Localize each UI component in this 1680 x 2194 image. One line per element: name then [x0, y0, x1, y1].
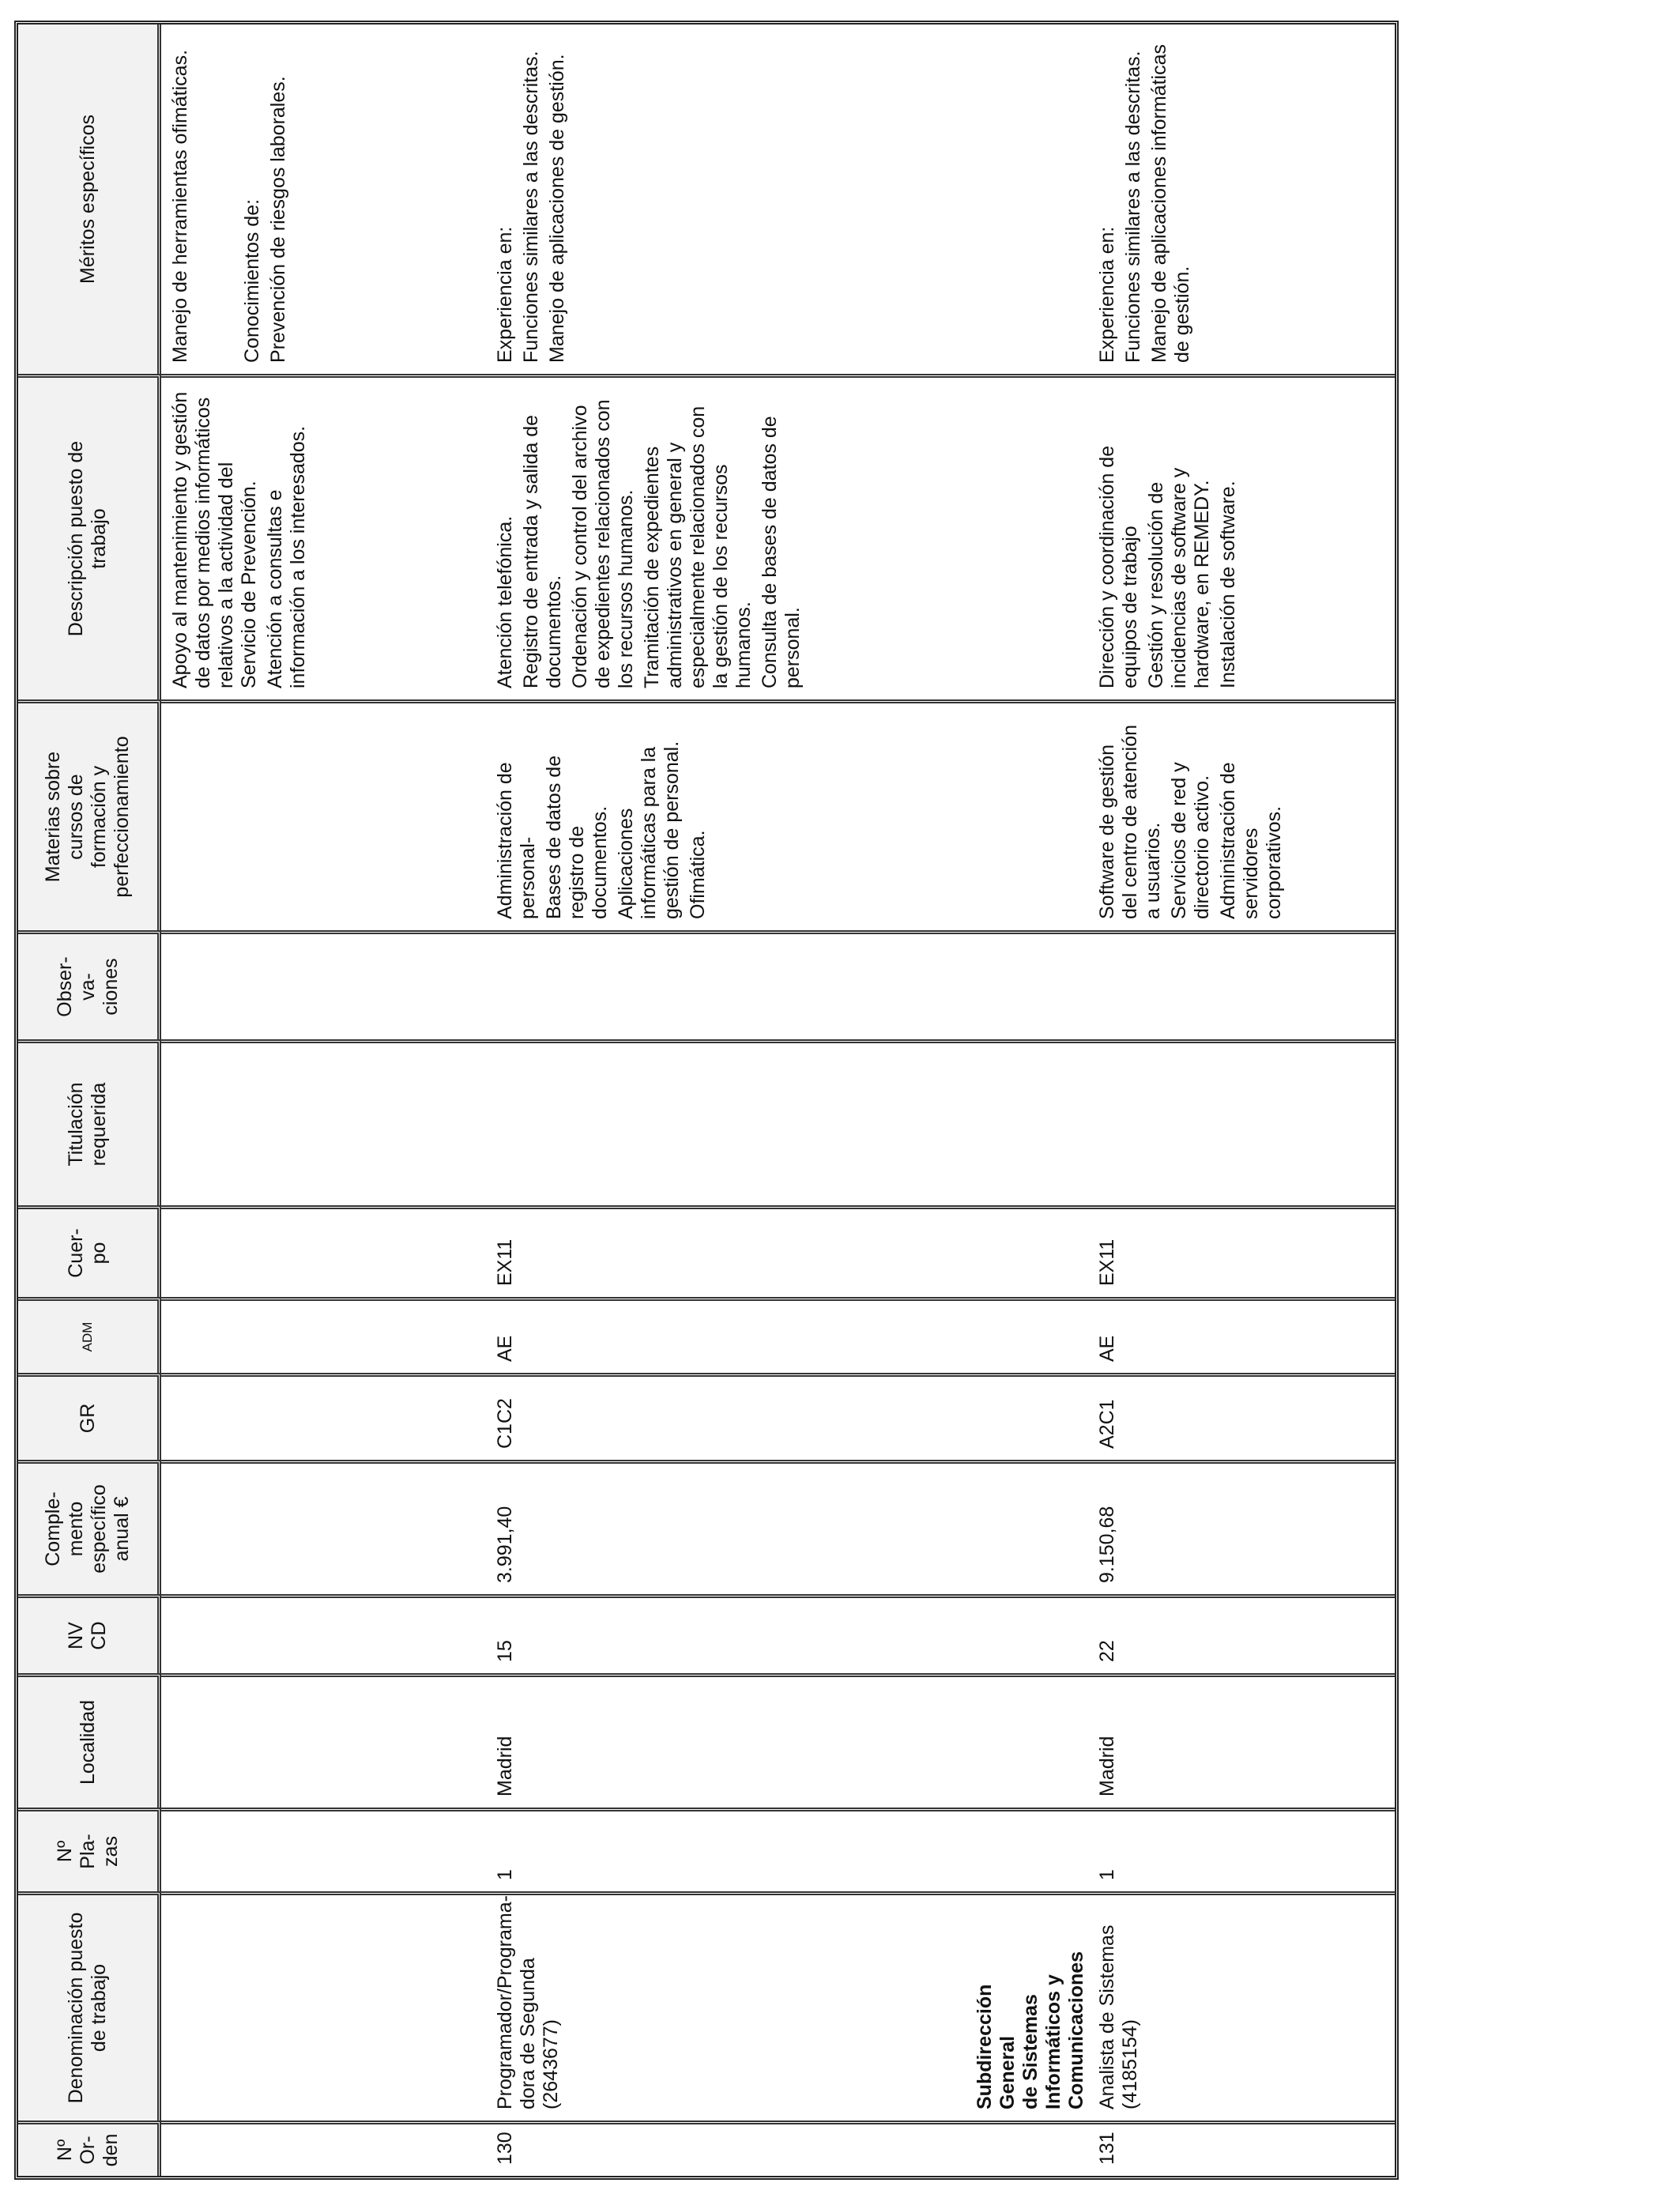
cell-localidad: Madrid	[486, 1673, 974, 1808]
cell-nivel: 22	[1088, 1594, 1395, 1673]
descripcion-item: Apoyo al mantenimiento y gestión de datos por medios informáticos relativos a la actividad del Servicio de Prevención.	[169, 391, 260, 688]
cell-orden: 130	[486, 2120, 974, 2176]
cell-descripcion	[974, 374, 1088, 699]
meritos-item: Funciones similares a las descritas.	[520, 51, 542, 363]
header-descripcion: Descripción puesto de trabajo	[18, 374, 161, 699]
cell-observaciones	[1088, 930, 1395, 1039]
descripcion-item: Registro de entrada y salida de documentos.	[520, 414, 565, 688]
materias-item: Administración de personal-	[494, 762, 539, 919]
materias-item: Administración de servidores corporativos.	[1216, 762, 1285, 919]
materias-item: Ofimática.	[687, 830, 709, 919]
meritos-item: Experiencia en:	[494, 226, 516, 363]
meritos-item: Manejo de aplicaciones de gestión.	[546, 54, 568, 363]
header-adm: ADM	[18, 1297, 161, 1373]
cell-meritos	[974, 25, 1088, 374]
cell-adm: AE	[486, 1297, 974, 1373]
cell-denominacion: Programador/Programa- dora de Segunda (2643677)	[486, 1891, 974, 2120]
header-materias: Materias sobre cursos de formación y perfeccionamiento	[18, 699, 161, 930]
meritos-item: Manejo de aplicaciones informáticas de gestión.	[1147, 44, 1193, 363]
meritos-item: Funciones similares a las descritas.	[1121, 51, 1144, 363]
cell-cuerpo: EX11	[486, 1205, 974, 1297]
header-titulacion: Titulación requerida	[18, 1039, 161, 1205]
cell-plazas: 1	[1088, 1808, 1395, 1891]
cell-cuerpo: EX11	[1088, 1205, 1395, 1297]
cell-descripcion	[161, 374, 486, 699]
spacer	[195, 36, 241, 363]
cell-plazas	[161, 1808, 486, 1891]
cell-titulacion	[974, 1039, 1088, 1205]
materias-item: Bases de datos de registro de documentos.	[543, 755, 611, 919]
descripcion-item: Gestión y resolución de incidencias de software y hardware, en REMEDY.	[1144, 467, 1213, 688]
cell-adm	[161, 1297, 486, 1373]
cell-cuerpo	[161, 1205, 486, 1297]
cell-grupo: A2C1	[1088, 1373, 1395, 1460]
cell-orden: 131	[1088, 2120, 1395, 2176]
table-row	[161, 25, 486, 2176]
cell-complemento	[974, 1460, 1088, 1594]
cell-observaciones	[486, 930, 974, 1039]
header-denominacion: Denominación puesto de trabajo	[18, 1891, 161, 2120]
cell-complemento: 3.991,40	[486, 1460, 974, 1594]
header-cuerpo: Cuer- po	[18, 1205, 161, 1297]
cell-denominacion	[161, 1891, 486, 2120]
cell-materias	[974, 699, 1088, 930]
cell-nivel: 15	[486, 1594, 974, 1673]
table-row	[1088, 25, 1395, 2176]
cell-plazas: 1	[486, 1808, 974, 1891]
cell-descripcion	[1088, 374, 1395, 699]
header-complemento: Comple- mento específico anual €	[18, 1460, 161, 1594]
header-row	[18, 25, 161, 2176]
cell-titulacion	[486, 1039, 974, 1205]
descripcion-item: Instalación de software.	[1216, 481, 1239, 688]
header-observaciones: Obser- va- ciones	[18, 930, 161, 1039]
group-title: Subdirección General de Sistemas Informáticos y Comunicaciones	[974, 1891, 1088, 2120]
materias-item: Aplicaciones informáticas para la gestión de personal.	[615, 741, 683, 919]
cell-orden	[974, 2120, 1088, 2176]
cell-materias	[161, 699, 486, 930]
cell-meritos	[1088, 25, 1395, 374]
cell-orden	[161, 2120, 486, 2176]
cell-adm: AE	[1088, 1297, 1395, 1373]
header-plazas: Nº Pla- zas	[18, 1808, 161, 1891]
meritos-item: Conocimientos de:	[241, 198, 263, 363]
cell-grupo	[161, 1373, 486, 1460]
cell-materias	[1088, 699, 1395, 930]
cell-meritos	[161, 25, 486, 374]
meritos-item: Manejo de herramientas ofimáticas.	[169, 49, 191, 363]
cell-grupo: C1C2	[486, 1373, 974, 1460]
table-row	[486, 25, 974, 2176]
descripcion-item: Atención telefónica.	[494, 515, 516, 688]
meritos-item: Experiencia en:	[1095, 226, 1118, 363]
cell-denominacion: Analista de Sistemas (4185154)	[1088, 1891, 1395, 2120]
header-nivel: NV CD	[18, 1594, 161, 1673]
cell-localidad	[161, 1673, 486, 1808]
descripcion-item: Ordenación y control del archivo de expedientes relacionados con los recursos humanos.	[569, 399, 637, 688]
header-localidad: Localidad	[18, 1673, 161, 1808]
descripcion-item: Dirección y coordinación de equipos de trabajo	[1095, 445, 1141, 688]
materias-item: Servicios de red y directorio activo.	[1167, 762, 1213, 919]
cell-nivel	[161, 1594, 486, 1673]
cell-grupo	[974, 1373, 1088, 1460]
header-orden: Nº Or- den	[18, 2120, 161, 2176]
descripcion-item: Tramitación de expedientes administrativos en general y especialmente relacionados con la gestión de los recursos humanos.	[641, 405, 755, 688]
cell-adm	[974, 1297, 1088, 1373]
cell-plazas	[974, 1808, 1088, 1891]
cell-localidad: Madrid	[1088, 1673, 1395, 1808]
cell-titulacion	[161, 1039, 486, 1205]
meritos-item: Prevención de riesgos laborales.	[267, 76, 289, 363]
cell-observaciones	[161, 930, 486, 1039]
cell-materias	[486, 699, 974, 930]
group-heading-row	[974, 25, 1088, 2176]
cell-complemento: 9.150,68	[1088, 1460, 1395, 1594]
header-meritos: Méritos específicos	[18, 25, 161, 374]
header-grupo: GR	[18, 1373, 161, 1460]
cell-complemento	[161, 1460, 486, 1594]
rotated-page	[14, 28, 1399, 2180]
cell-meritos	[486, 25, 974, 374]
job-positions-table	[14, 21, 1399, 2180]
cell-nivel	[974, 1594, 1088, 1673]
cell-cuerpo	[974, 1205, 1088, 1297]
cell-descripcion	[486, 374, 974, 699]
cell-observaciones	[974, 930, 1088, 1039]
descripcion-item: Consulta de bases de datos de personal.	[759, 416, 804, 688]
cell-titulacion	[1088, 1039, 1395, 1205]
materias-item: Software de gestión del centro de atención a usuarios.	[1095, 724, 1164, 919]
descripcion-item: Atención a consultas e información a los interesados.	[264, 425, 309, 688]
cell-localidad	[974, 1673, 1088, 1808]
